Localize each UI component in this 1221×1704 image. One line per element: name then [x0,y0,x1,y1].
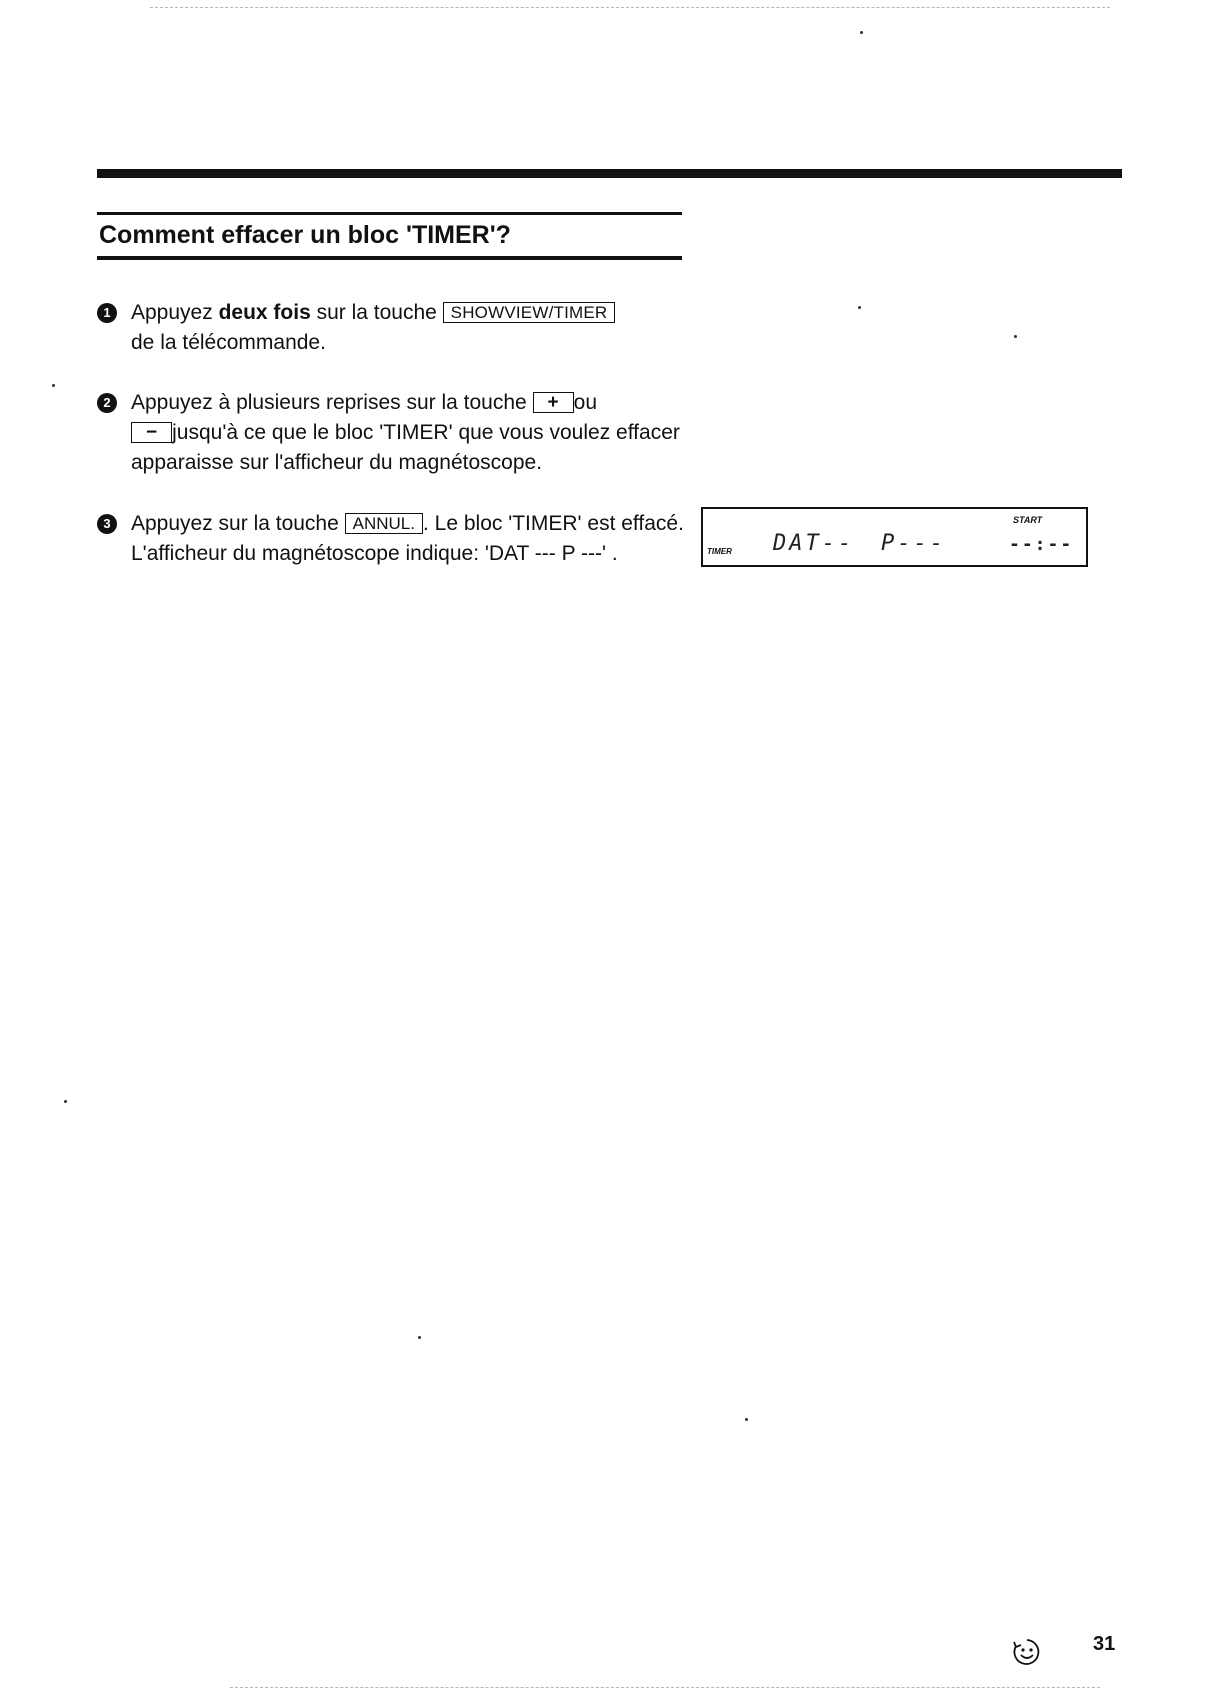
annul-key: ANNUL. [345,513,423,534]
step-1 [97,298,697,358]
scan-speck [745,1418,748,1421]
step-2 [97,388,697,478]
step-3 [97,509,697,569]
scan-edge-top [150,7,1110,8]
display-timer-label: TIMER [707,547,732,556]
page-number: 31 [1093,1633,1116,1655]
step-2-text [131,388,697,478]
step-number-icon: 2 [97,393,117,413]
step-1-text-b: sur la touche [310,301,443,324]
display-time-segment: --:-- [1009,534,1074,555]
step-3-text [131,509,691,569]
scan-speck [52,384,55,387]
step-2-text-a: Appuyez à plusieurs reprises sur la touche [131,391,533,414]
step-1-bold: deux fois [218,301,311,324]
scan-speck [64,1100,67,1103]
vcr-display [701,507,1088,567]
scan-edge-bottom [230,1687,1100,1688]
step-3-text-a: Appuyez sur la touche [131,512,345,535]
showview-timer-key: SHOWVIEW/TIMER [443,302,616,323]
heading-rule-top [97,212,682,215]
step-number-icon: 1 [97,303,117,323]
heading-rule-bottom [97,256,682,260]
display-program-segment: P--- [881,531,946,556]
scan-speck [860,31,863,34]
plus-key: + [533,392,574,413]
scan-speck [1014,335,1017,338]
step-1-text-a: Appuyez [131,301,219,324]
top-rule [97,169,1122,178]
scan-speck [418,1336,421,1339]
smiley-recycle-icon [1011,1636,1043,1668]
step-2-text-b: ou [573,391,598,414]
display-date-segment: DAT-- [773,531,855,556]
section-heading: Comment effacer un bloc 'TIMER'? [99,221,511,249]
display-start-label: START [1013,515,1043,525]
minus-key: − [131,422,172,443]
step-3-text-b: . Le bloc 'TIMER' est effacé. L'afficheur du magnétoscope indique: 'DAT --- P ---' . [131,512,684,565]
step-2-text-c: jusqu'à ce que le bloc 'TIMER' que vous voulez effacer apparaisse sur l'afficheur du magnétoscope. [131,421,680,474]
step-1-text-c: de la télécommande. [131,331,326,354]
step-number-icon: 3 [97,514,117,534]
step-1-text [131,298,697,358]
scan-speck [858,306,861,309]
